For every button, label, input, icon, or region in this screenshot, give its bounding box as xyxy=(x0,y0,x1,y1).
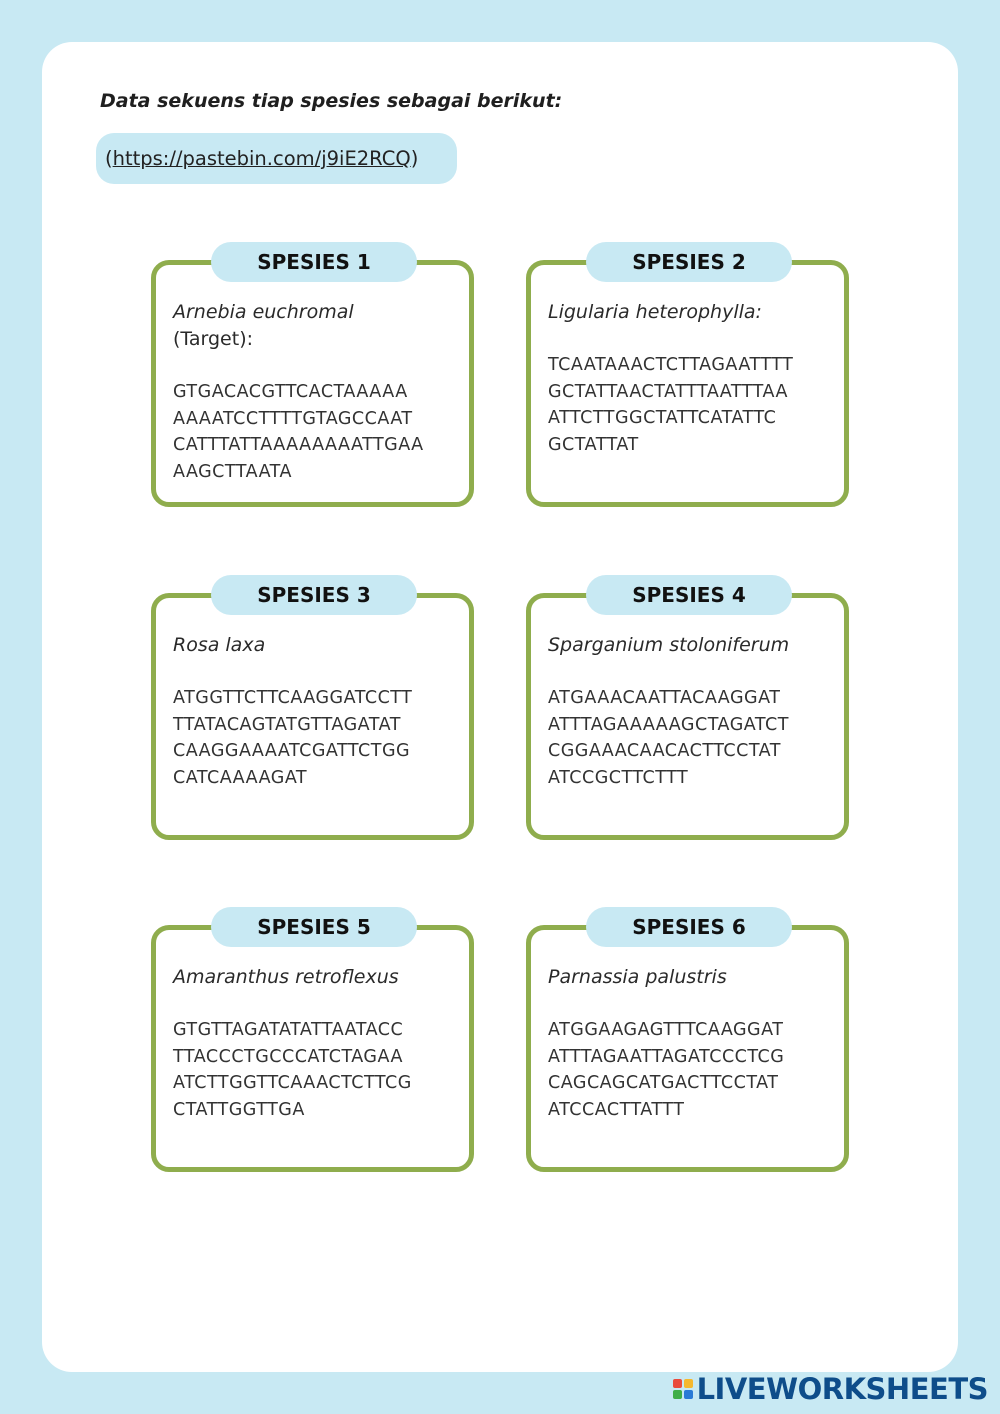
sequence-line: ATTCTTGGCTATTCATATTC xyxy=(548,408,777,428)
species-card-title: SPESIES 4 xyxy=(586,575,792,615)
logo-block-yellow xyxy=(684,1379,693,1388)
sequence-line: GCTATTAACTATTTAATTTAA xyxy=(548,381,788,402)
sequence-line: CTATTGGTTGA xyxy=(173,1099,305,1120)
sequence-line: ATCTTGGTTCAAACTCTTCG xyxy=(173,1073,412,1093)
sequence-line: TCAATAAACTCTTAGAATTTT xyxy=(548,355,794,375)
pastebin-link[interactable]: https://pastebin.com/j9iE2RCQ xyxy=(112,147,411,170)
sequence-line: ATGGTTCTTCAAGGATCCTT xyxy=(173,688,413,708)
sequence-line: TTATACAGTATGTTAGATAT xyxy=(173,714,401,735)
logo-block-green xyxy=(673,1390,682,1399)
sequence-line: ATCCGCTTCTTT xyxy=(548,767,689,788)
species-card-2 xyxy=(526,250,849,507)
species-note: (Target): xyxy=(173,328,254,350)
species-name: Parnassia palustris xyxy=(548,966,727,988)
sequence-line: GCTATTAT xyxy=(548,434,639,455)
link-close-paren: ) xyxy=(410,147,419,170)
liveworksheets-logo[interactable] xyxy=(673,1371,988,1407)
logo-block-red xyxy=(673,1379,682,1388)
sequence-line: CAGCAGCATGACTTCCTAT xyxy=(548,1073,779,1093)
species-card-title: SPESIES 3 xyxy=(211,575,417,615)
sequence-line: CAAGGAAAATCGATTCTGG xyxy=(173,741,411,761)
sequence-line: CGGAAACAACACTTCCTAT xyxy=(548,741,781,761)
link-pill xyxy=(96,133,457,184)
species-card-title: SPESIES 2 xyxy=(586,242,792,282)
dna-sequence xyxy=(173,379,424,485)
species-name: Amaranthus retroflexus xyxy=(173,966,399,988)
species-card-1 xyxy=(151,250,474,507)
link-open-paren: ( xyxy=(105,147,113,170)
species-card-title: SPESIES 6 xyxy=(586,907,792,947)
logo-text: LIVEWORKSHEETS xyxy=(696,1372,988,1406)
species-card-3 xyxy=(151,583,474,840)
species-card-title: SPESIES 5 xyxy=(211,907,417,947)
sequence-line: ATGAAACAATTACAAGGAT xyxy=(548,688,781,708)
species-card-5 xyxy=(151,915,474,1172)
species-name: Sparganium stoloniferum xyxy=(548,634,790,656)
species-name: Ligularia heterophylla: xyxy=(548,301,762,323)
dna-sequence xyxy=(548,685,789,791)
species-name: Rosa laxa xyxy=(173,634,266,656)
sequence-line: ATTTAGAAAAAGCTAGATCT xyxy=(548,714,789,735)
sequence-line: AAGCTTAATA xyxy=(173,461,292,482)
species-card-title: SPESIES 1 xyxy=(211,242,417,282)
intro-text: Data sekuens tiap spesies sebagai berikut: xyxy=(100,90,563,112)
dna-sequence xyxy=(548,352,793,458)
dna-sequence xyxy=(548,1017,784,1123)
sequence-line: TTACCCTGCCCATCTAGAA xyxy=(173,1046,403,1067)
species-card-4 xyxy=(526,583,849,840)
sequence-line: ATTTAGAATTAGATCCCTCG xyxy=(548,1046,785,1067)
dna-sequence xyxy=(173,685,412,791)
dna-sequence xyxy=(173,1017,412,1123)
logo-block-blue xyxy=(684,1390,693,1399)
sequence-line: AAAATCCTTTTGTAGCCAAT xyxy=(173,408,413,429)
liveworksheets-logo-icon xyxy=(673,1379,693,1399)
species-card-6 xyxy=(526,915,849,1172)
sequence-line: CATTTATTAAAAAAAATTGAA xyxy=(173,435,424,455)
sequence-line: CATCAAAAGAT xyxy=(173,767,308,788)
sequence-line: ATGGAAGAGTTTCAAGGAT xyxy=(548,1020,784,1040)
species-name: Arnebia euchromal xyxy=(173,301,354,323)
sequence-line: GTGACACGTTCACTAAAAA xyxy=(173,382,408,402)
sequence-line: GTGTTAGATATATTAATACC xyxy=(173,1020,404,1040)
sequence-line: ATCCACTTATTT xyxy=(548,1099,685,1120)
